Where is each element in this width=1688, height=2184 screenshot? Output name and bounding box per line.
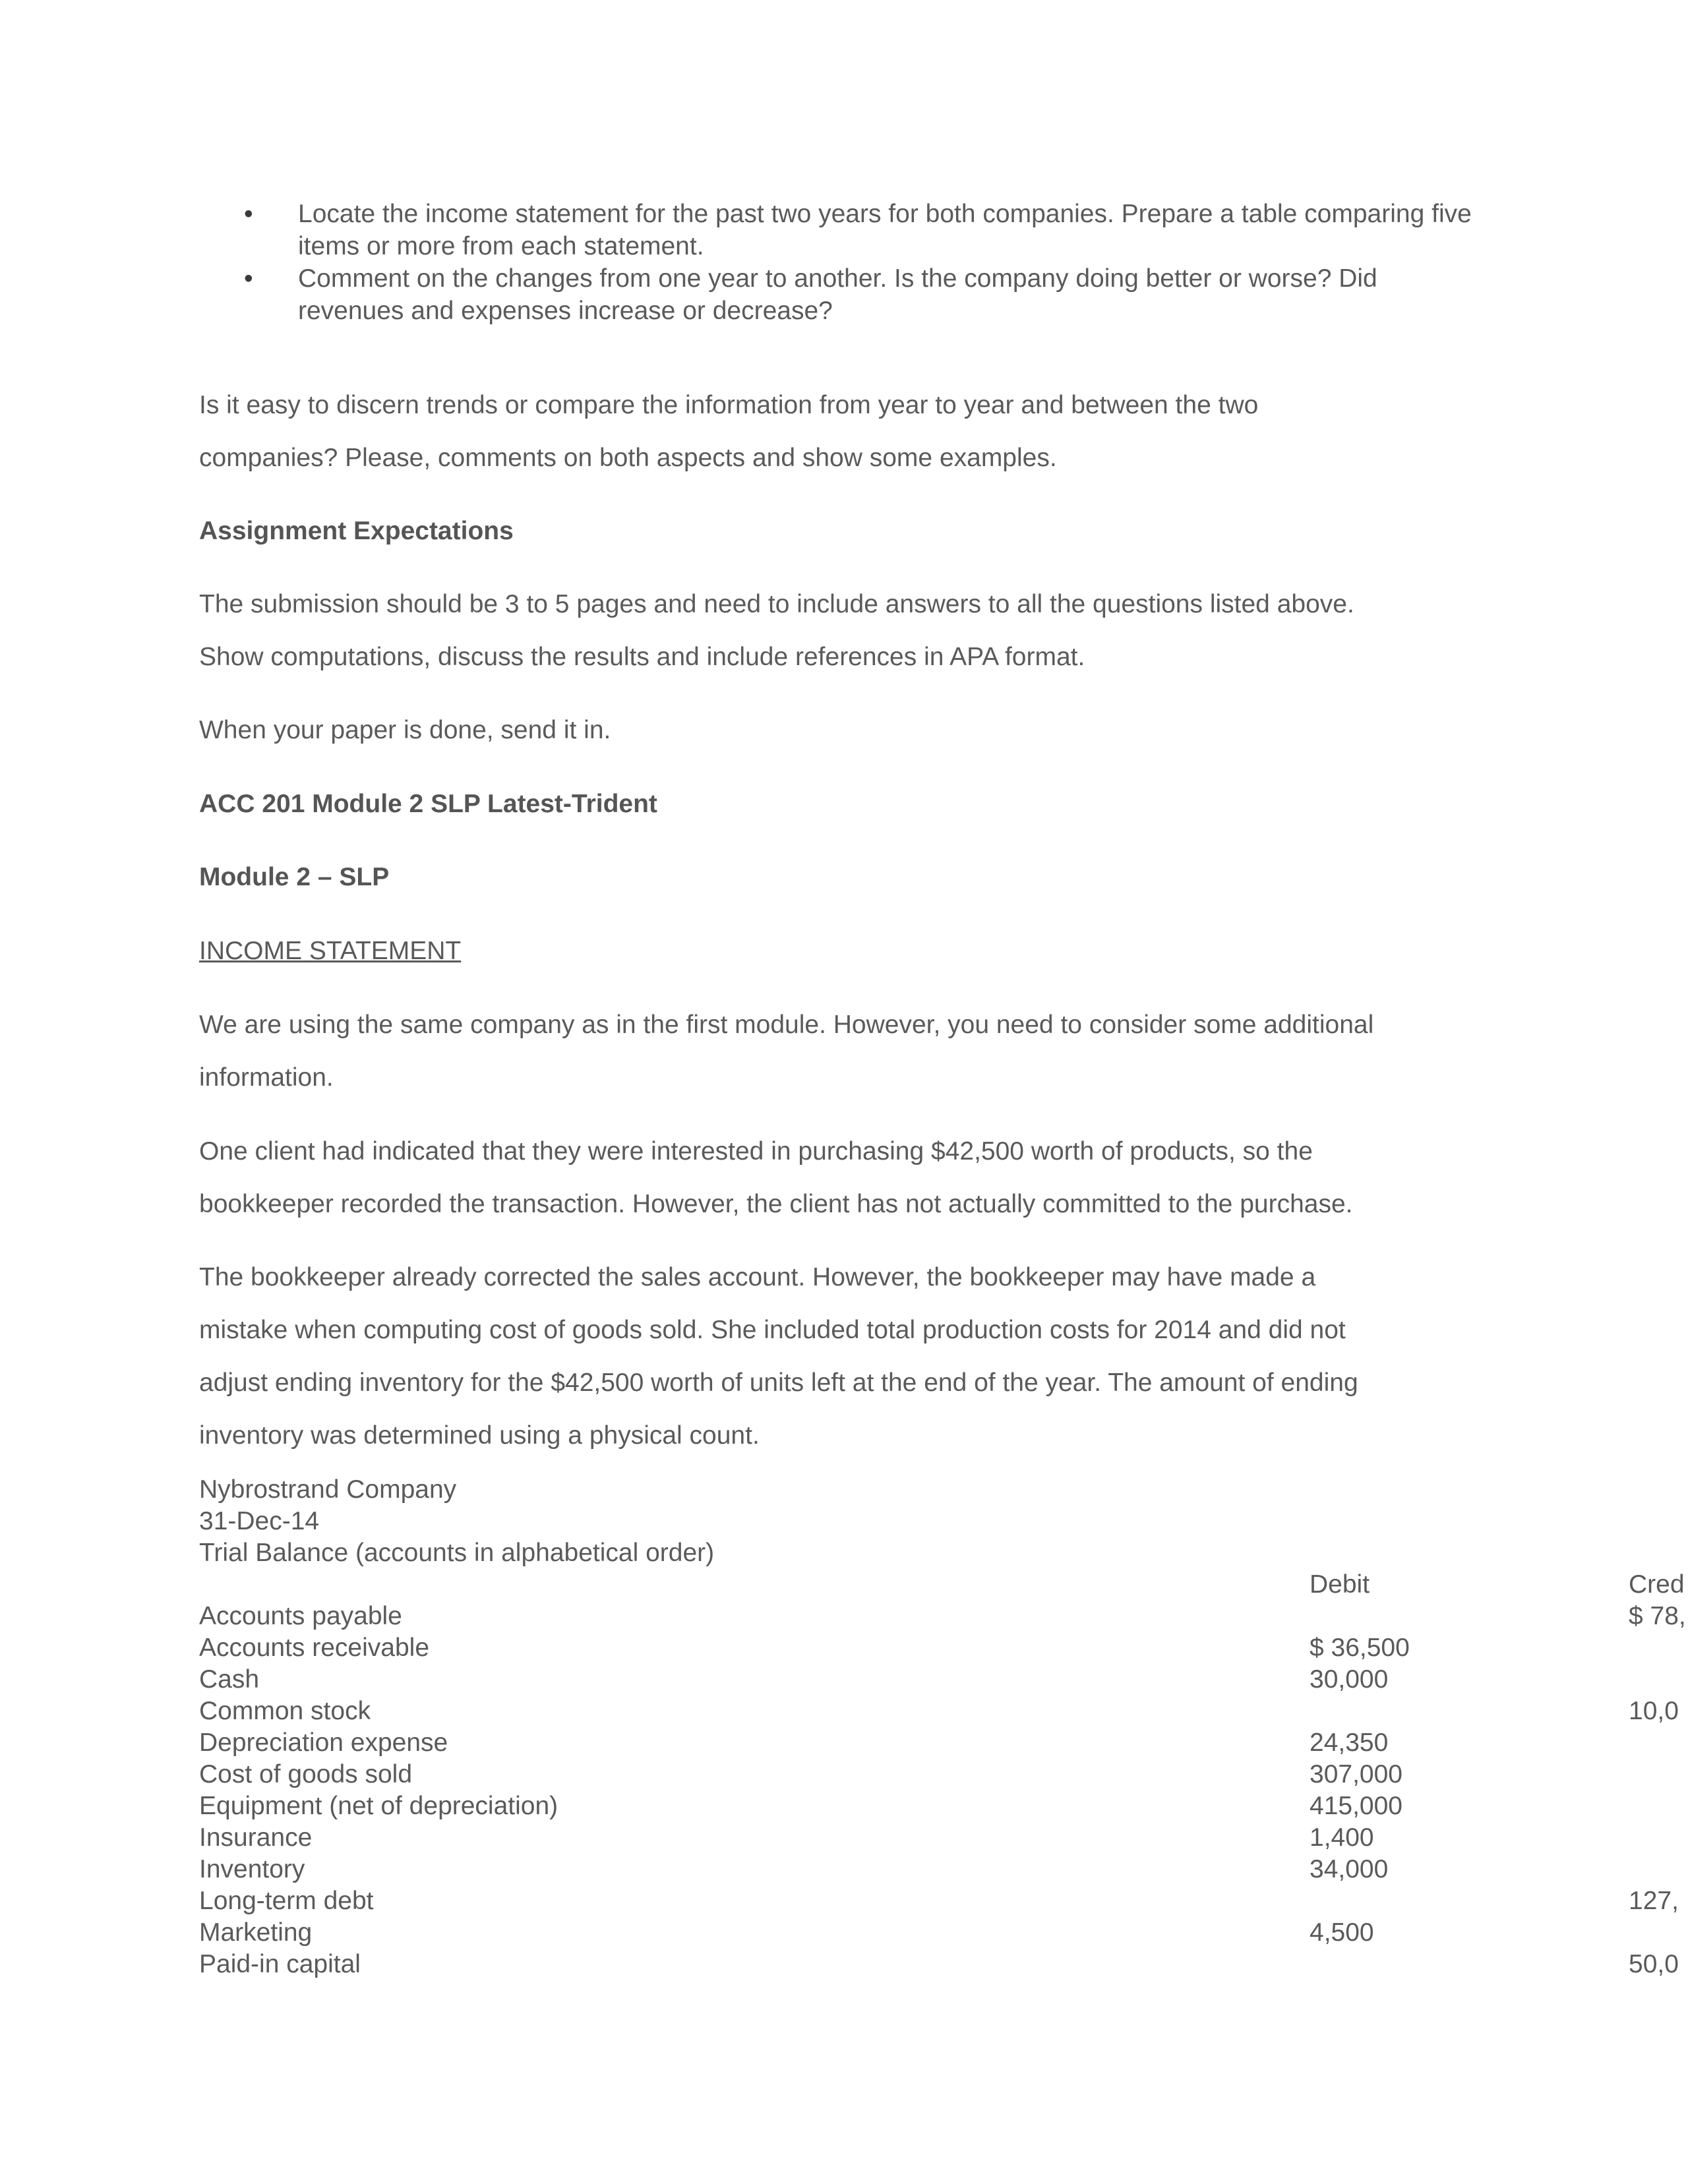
paragraph-line: Show computations, discuss the results and include references in APA format. [199, 643, 1085, 671]
account-name: Cost of goods sold [199, 1760, 413, 1788]
paragraph-line: mistake when computing cost of goods sold. She included total production costs for 2014 and did not [199, 1316, 1346, 1344]
account-name: Insurance [199, 1823, 313, 1852]
table-row [0, 1917, 1688, 1949]
paragraph-line: bookkeeper recorded the transaction. However, the client has not actually committed to the purchase. [199, 1190, 1353, 1218]
table-row [0, 1727, 1688, 1759]
credit-value: 10,0 [1629, 1697, 1679, 1725]
debit-value: 34,000 [1310, 1855, 1389, 1883]
credit-header: Cred [1629, 1570, 1685, 1599]
account-name: Accounts receivable [199, 1634, 430, 1662]
paragraph-line: companies? Please, comments on both aspects and show some examples. [199, 444, 1057, 472]
bullet-item: • Locate the income statement for the past two years for both companies. Prepare a table comparing five items or more from each statement. [244, 198, 1484, 262]
account-name: Accounts payable [199, 1602, 402, 1630]
table-row [0, 1696, 1688, 1727]
debit-value: 4,500 [1310, 1918, 1374, 1947]
paragraph-line: The submission should be 3 to 5 pages and need to include answers to all the questions listed above. [199, 590, 1354, 618]
paragraph-line: The bookkeeper already corrected the sales account. However, the bookkeeper may have made a [199, 1263, 1316, 1291]
account-name: Paid-in capital [199, 1950, 361, 1978]
account-name: Long-term debt [199, 1887, 374, 1915]
paragraph-line: adjust ending inventory for the $42,500 worth of units left at the end of the year. The amount of ending [199, 1369, 1358, 1397]
table-row [0, 1632, 1688, 1664]
table-row [0, 1949, 1688, 1980]
paragraph-line: inventory was determined using a physical count. [199, 1421, 760, 1450]
company-name: Nybrostrand Company [199, 1475, 457, 1504]
assignment-heading: Assignment Expectations [199, 517, 514, 545]
table-row [0, 1664, 1688, 1696]
paragraph-line: Is it easy to discern trends or compare the information from year to year and between the two [199, 391, 1259, 419]
account-name: Equipment (net of depreciation) [199, 1792, 558, 1820]
debit-header: Debit [1310, 1570, 1370, 1599]
credit-value: $ 78, [1629, 1602, 1686, 1630]
table-row [0, 1854, 1688, 1885]
debit-value: 307,000 [1310, 1760, 1402, 1788]
credit-value: 50,0 [1629, 1950, 1679, 1978]
paragraph-line: When your paper is done, send it in. [199, 716, 611, 744]
income-statement-heading: INCOME STATEMENT [199, 937, 462, 965]
module-title: ACC 201 Module 2 SLP Latest-Trident [199, 790, 657, 818]
table-row [0, 1822, 1688, 1854]
debit-value: 415,000 [1310, 1792, 1402, 1820]
paragraph-line: information. [199, 1063, 334, 1092]
bullet-item: • Comment on the changes from one year to another. Is the company doing better or worse? Did revenues and expenses increase or decrease? [244, 262, 1484, 327]
table-row [0, 1885, 1688, 1917]
debit-value: 1,400 [1310, 1823, 1374, 1852]
account-name: Marketing [199, 1918, 313, 1947]
account-name: Common stock [199, 1697, 371, 1725]
table-header-row [0, 1569, 1688, 1601]
account-name: Cash [199, 1665, 260, 1694]
debit-value: $ 36,500 [1310, 1634, 1410, 1662]
credit-value: 127, [1629, 1887, 1679, 1915]
account-name: Depreciation expense [199, 1728, 448, 1757]
debit-value: 24,350 [1310, 1728, 1389, 1757]
paragraph-line: We are using the same company as in the first module. However, you need to consider some additional [199, 1011, 1374, 1039]
bullet-list [244, 198, 1484, 327]
table-row [0, 1601, 1688, 1632]
trial-balance-title: Trial Balance (accounts in alphabetical order) [199, 1539, 715, 1567]
table-row [0, 1759, 1688, 1790]
debit-value: 30,000 [1310, 1665, 1389, 1694]
statement-date: 31-Dec-14 [199, 1507, 320, 1535]
module-subtitle: Module 2 – SLP [199, 863, 390, 891]
table-row [0, 1790, 1688, 1822]
account-name: Inventory [199, 1855, 305, 1883]
paragraph-line: One client had indicated that they were interested in purchasing $42,500 worth of products, so the [199, 1137, 1313, 1166]
